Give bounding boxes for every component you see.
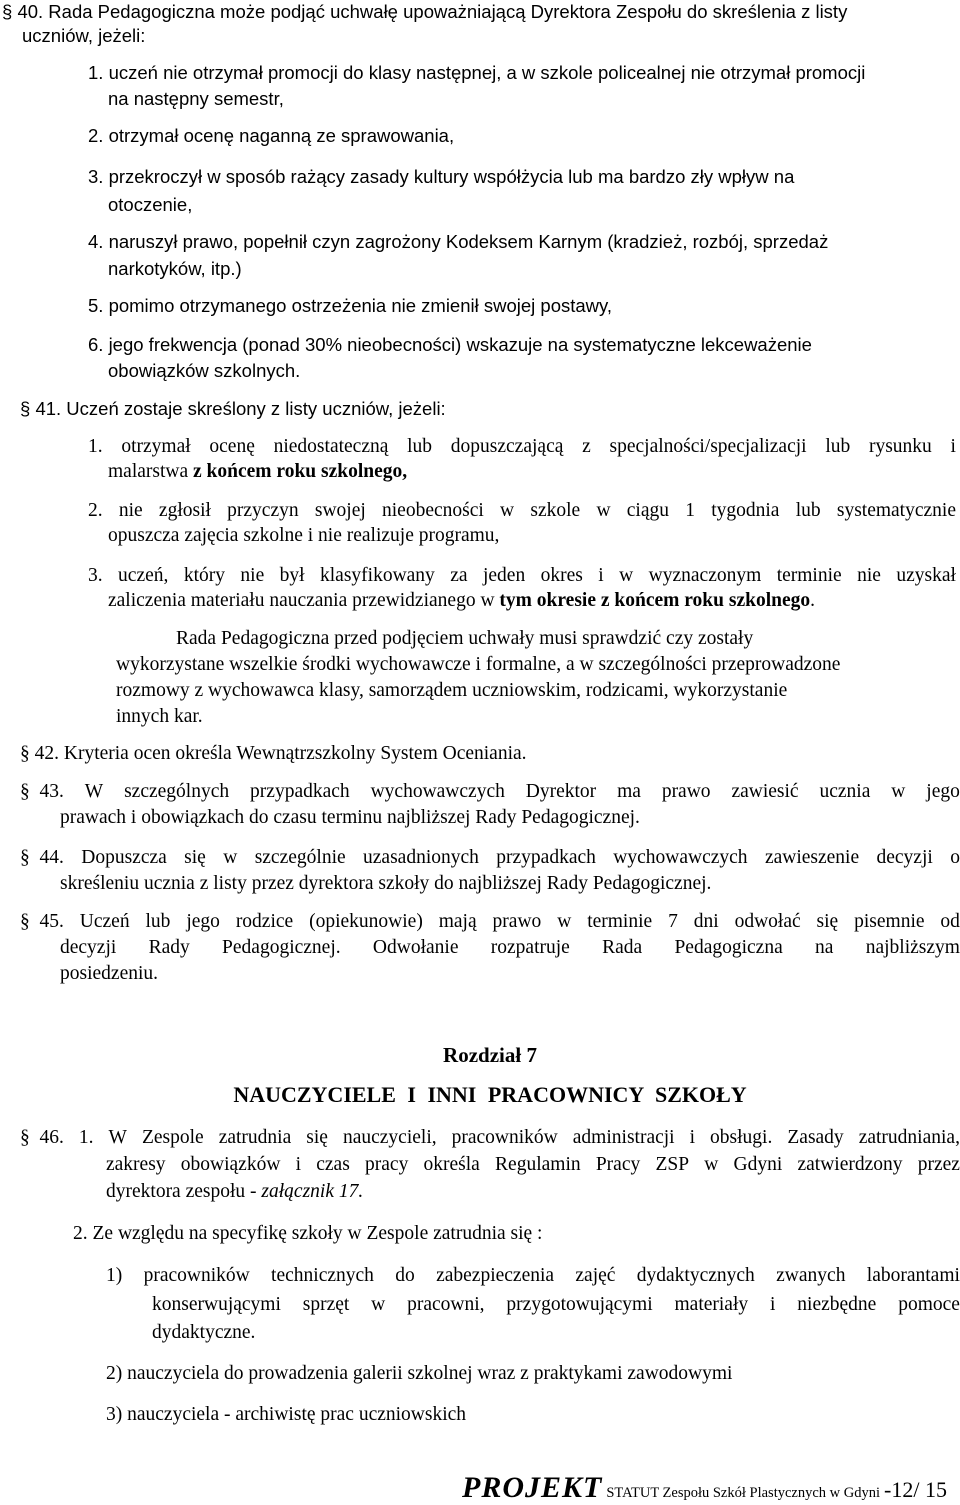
- section-41-remark-1: Rada Pedagogiczna przed podjęciem uchwały musi sprawdzić czy zostały: [176, 628, 754, 649]
- word: rysunku: [868, 436, 932, 457]
- word: szkole: [530, 500, 581, 521]
- section-43-line-2: prawach i obowiązkach do czasu terminu najbliższej Rady Pedagogicznej.: [60, 807, 640, 828]
- footer-statute-label: STATUT Zespołu Szkół Plastycznych w Gdyni: [606, 1485, 881, 1501]
- section-41-item-1b: malarstwa z końcem roku szkolnego,: [108, 461, 408, 482]
- word: przez: [917, 1154, 960, 1175]
- word: od: [940, 911, 960, 932]
- section-40-item-2: 2. otrzymał ocenę naganną ze sprawowania,: [88, 125, 455, 146]
- word: zajęć: [575, 1265, 616, 1286]
- section-45-line-3: posiedzeniu.: [60, 963, 159, 984]
- word: swojej: [314, 500, 366, 521]
- word: nie: [118, 500, 143, 521]
- section-mark: § 43.: [20, 781, 64, 802]
- section-44-line-2: skreśleniu ucznia z listy przez dyrektora szkoły do najbliższej Rady Pedagogicznej.: [60, 873, 712, 894]
- word: konserwującymi: [152, 1294, 281, 1315]
- word: pracowników: [451, 1127, 558, 1148]
- word: 2.: [88, 500, 103, 521]
- section-46-list-1b: [152, 1293, 960, 1317]
- section-40-item-4a: 4. naruszył prawo, popełnił czyn zagrożony Kodeksem Karnym (kradzież, rozbój, sprzedaż: [88, 231, 829, 252]
- footer-project-label: PROJEKT: [462, 1471, 603, 1504]
- word: zabezpieczenia: [436, 1265, 555, 1286]
- section-44-line-1: [20, 846, 960, 870]
- word: w: [500, 500, 515, 521]
- word: Gdyni: [733, 1154, 783, 1175]
- word: Zasady: [787, 1127, 844, 1148]
- word: Dopuszcza: [81, 847, 167, 868]
- word: prawo: [661, 781, 711, 802]
- word: zawieszenie: [764, 847, 860, 868]
- section-41-item-1a: [88, 435, 956, 459]
- word: w: [223, 847, 238, 868]
- section-46-list-1a: [106, 1264, 960, 1288]
- word: 1: [685, 500, 695, 521]
- word: dopuszczającą: [450, 436, 564, 457]
- word: jego: [926, 781, 960, 802]
- section-41-item-3a: [88, 564, 956, 588]
- section-41-remark-3: rozmowy z wychowawca klasy, samorządem uczniowskim, rodzicami, wykorzystanie: [116, 680, 788, 701]
- section-mark: § 46.: [20, 1127, 64, 1148]
- word: w: [619, 565, 634, 586]
- section-mark: § 44.: [20, 847, 64, 868]
- word: Rada: [602, 937, 643, 958]
- word: za: [450, 565, 468, 586]
- word: nieobecności: [382, 500, 484, 521]
- word: lub: [407, 436, 433, 457]
- word: i: [770, 1294, 776, 1315]
- word: administracji: [572, 1127, 675, 1148]
- word: nie: [857, 565, 881, 586]
- word: Dyrektor: [525, 781, 597, 802]
- word: 3.: [88, 565, 103, 586]
- word: 1.: [78, 1127, 94, 1148]
- word: okres: [540, 565, 583, 586]
- chapter-title: NAUCZYCIELE I INNI PRACOWNICY SZKOŁY: [233, 1082, 747, 1107]
- word: wychowawczych: [370, 781, 505, 802]
- section-41-heading: § 41. Uczeń zostaje skreślony z listy uczniów, jeżeli:: [20, 398, 446, 419]
- word: i: [689, 1127, 696, 1148]
- word: 1.: [88, 436, 103, 457]
- section-41-item-2a: [88, 499, 956, 523]
- word: zatwierdzony: [797, 1154, 903, 1175]
- word: ucznia: [819, 781, 871, 802]
- word: był: [279, 565, 305, 586]
- word: obowiązków: [180, 1154, 281, 1175]
- section-41-remark-2: wykorzystane wszelkie środki wychowawcze i formalne, a w szczególności przeprowadzone: [116, 654, 841, 675]
- section-41-item-2b: opuszcza zajęcia szkolne i nie realizuje programu,: [108, 525, 500, 546]
- word: Rady: [148, 937, 190, 958]
- word: zatrudnia: [218, 1127, 292, 1148]
- word: z: [582, 436, 591, 457]
- footer-page-number: -12/ 15: [884, 1477, 947, 1502]
- word: określa: [423, 1154, 480, 1175]
- word: i: [598, 565, 604, 586]
- word: systematycznie: [836, 500, 956, 521]
- word: w: [704, 1154, 719, 1175]
- word: odwołać: [734, 911, 801, 932]
- word: szczególnych: [124, 781, 230, 802]
- section-40-item-1b: na następny semestr,: [108, 88, 284, 109]
- word: Uczeń: [79, 911, 130, 932]
- section-40-item-6b: obowiązków szkolnych.: [108, 360, 301, 381]
- word: szczególnie: [254, 847, 346, 868]
- word: uzyskał: [896, 565, 956, 586]
- word: terminie: [776, 565, 842, 586]
- word: przyczyn: [227, 500, 299, 521]
- word: w: [596, 500, 611, 521]
- section-43-line-1: [20, 780, 960, 804]
- section-40-item-4b: narkotyków, itp.): [108, 258, 242, 279]
- word: decyzji: [60, 937, 117, 958]
- word: dydaktycznych: [636, 1265, 755, 1286]
- word: sprzęt: [302, 1294, 350, 1315]
- chapter-number: Rozdział 7: [443, 1043, 537, 1067]
- word: w: [371, 1294, 386, 1315]
- word: Zespole: [141, 1127, 204, 1148]
- word: Pedagogiczna: [674, 937, 783, 958]
- word: lub: [145, 911, 171, 932]
- page-footer: [462, 1471, 947, 1505]
- word: pracowni,: [407, 1294, 485, 1315]
- word: jego: [186, 911, 220, 932]
- section-46-list-3: 3) nauczyciela - archiwistę prac uczniowskich: [106, 1404, 467, 1425]
- word: klasyfikowany: [320, 565, 435, 586]
- word: nauczycieli,: [342, 1127, 437, 1148]
- word: jeden: [482, 565, 526, 586]
- word: pomoce: [898, 1294, 960, 1315]
- word: W: [108, 1127, 127, 1148]
- section-45-line-1: [20, 910, 960, 934]
- section-42: § 42. Kryteria ocen określa Wewnątrzszkolny System Oceniania.: [20, 743, 527, 764]
- word: materiały: [674, 1294, 749, 1315]
- word: specjalności/specjalizacji: [609, 436, 807, 457]
- word: 7: [668, 911, 678, 932]
- section-mark: §: [20, 398, 31, 419]
- word: laborantami: [866, 1265, 960, 1286]
- word: ocenę: [209, 436, 255, 457]
- word: W: [84, 781, 104, 802]
- word: ciągu: [626, 500, 669, 521]
- word: na: [815, 937, 834, 958]
- word: wyznaczonym: [648, 565, 762, 586]
- word: mają: [438, 911, 477, 932]
- word: rodzice: [235, 911, 294, 932]
- section-46-sub-2: 2. Ze względu na specyfikę szkoły w Zespole zatrudnia się :: [73, 1223, 543, 1244]
- section-mark: §: [20, 743, 30, 764]
- word: zakresy: [106, 1154, 166, 1175]
- section-46-list-1c: dydaktyczne.: [152, 1322, 256, 1343]
- word: lub: [825, 436, 851, 457]
- word: pisemnie: [854, 911, 925, 932]
- word: o: [950, 847, 960, 868]
- word: zwanych: [776, 1265, 846, 1286]
- section-40-line-2: uczniów, jeżeli:: [22, 25, 146, 46]
- word: ZSP: [655, 1154, 690, 1175]
- word: najbliższym: [865, 937, 960, 958]
- word: prawo: [492, 911, 542, 932]
- word: się: [306, 1127, 328, 1148]
- word: który: [183, 565, 225, 586]
- word: Odwołanie: [372, 937, 459, 958]
- word: uczeń,: [118, 565, 169, 586]
- word: pracowników: [143, 1265, 250, 1286]
- word: w: [557, 911, 572, 932]
- section-46-line-3: dyrektora zespołu - załącznik 17.: [106, 1181, 364, 1202]
- section-40-item-6a: 6. jego frekwencja (ponad 30% nieobecności) wskazuje na systematyczne lekceważenie: [88, 334, 812, 355]
- section-41-remark-4: innych kar.: [116, 706, 203, 727]
- word: dni: [693, 911, 719, 932]
- word: niedostateczną: [273, 436, 389, 457]
- word: pracy: [365, 1154, 409, 1175]
- word: (opiekunowie): [309, 911, 423, 932]
- section-41-item-3b: zaliczenia materiału nauczania przewidzianego w tym okresie z końcem roku szkolnego.: [108, 590, 816, 611]
- word: Regulamin: [495, 1154, 581, 1175]
- word: Pracy: [595, 1154, 641, 1175]
- section-40-item-3a: 3. przekroczył w sposób rażący zasady kultury współżycia lub ma bardzo zły wpływ na: [88, 166, 795, 187]
- word: zgłosił: [158, 500, 211, 521]
- word: rozpatruje: [490, 937, 570, 958]
- word: zatrudniania,: [858, 1127, 960, 1148]
- word: niezbędne: [797, 1294, 877, 1315]
- section-46-list-2: 2) nauczyciela do prowadzenia galerii szkolnej wraz z praktykami zawodowymi: [106, 1363, 733, 1384]
- word: do: [395, 1265, 415, 1286]
- section-40-item-3b: otoczenie,: [108, 194, 193, 215]
- word: terminie: [587, 911, 653, 932]
- word: otrzymał: [121, 436, 191, 457]
- section-40-line-1: § 40. Rada Pedagogiczna może podjąć uchwałę upoważniającą Dyrektora Zespołu do skreślenia z listy: [2, 1, 848, 22]
- word: nie: [240, 565, 265, 586]
- word: przygotowującymi: [506, 1294, 653, 1315]
- section-46-line-2: [106, 1153, 960, 1177]
- word: uzasadnionych: [363, 847, 479, 868]
- section-mark: §: [2, 1, 13, 22]
- word: ma: [617, 781, 641, 802]
- section-40-item-1a: 1. uczeń nie otrzymał promocji do klasy następnej, a w szkole policealnej nie otrzymał promocji: [88, 62, 866, 83]
- word: się: [816, 911, 839, 932]
- word: w: [891, 781, 906, 802]
- word: wychowawczych: [613, 847, 748, 868]
- section-40-item-5: 5. pomimo otrzymanego ostrzeżenia nie zmienił swojej postawy,: [88, 295, 613, 316]
- word: technicznych: [271, 1265, 374, 1286]
- section-46-line-1: [20, 1126, 960, 1150]
- word: zawiesić: [731, 781, 799, 802]
- section-45-line-2: [60, 936, 960, 960]
- word: 1): [106, 1265, 123, 1286]
- section-mark: § 45.: [20, 911, 64, 932]
- word: się: [184, 847, 206, 868]
- word: czas: [316, 1154, 350, 1175]
- word: i: [295, 1154, 302, 1175]
- word: decyzji: [876, 847, 933, 868]
- word: Pedagogicznej.: [222, 937, 341, 958]
- word: przypadkach: [496, 847, 596, 868]
- word: i: [950, 436, 956, 457]
- word: przypadkach: [250, 781, 350, 802]
- word: obsługi.: [710, 1127, 773, 1148]
- word: tygodnia: [711, 500, 780, 521]
- word: lub: [795, 500, 821, 521]
